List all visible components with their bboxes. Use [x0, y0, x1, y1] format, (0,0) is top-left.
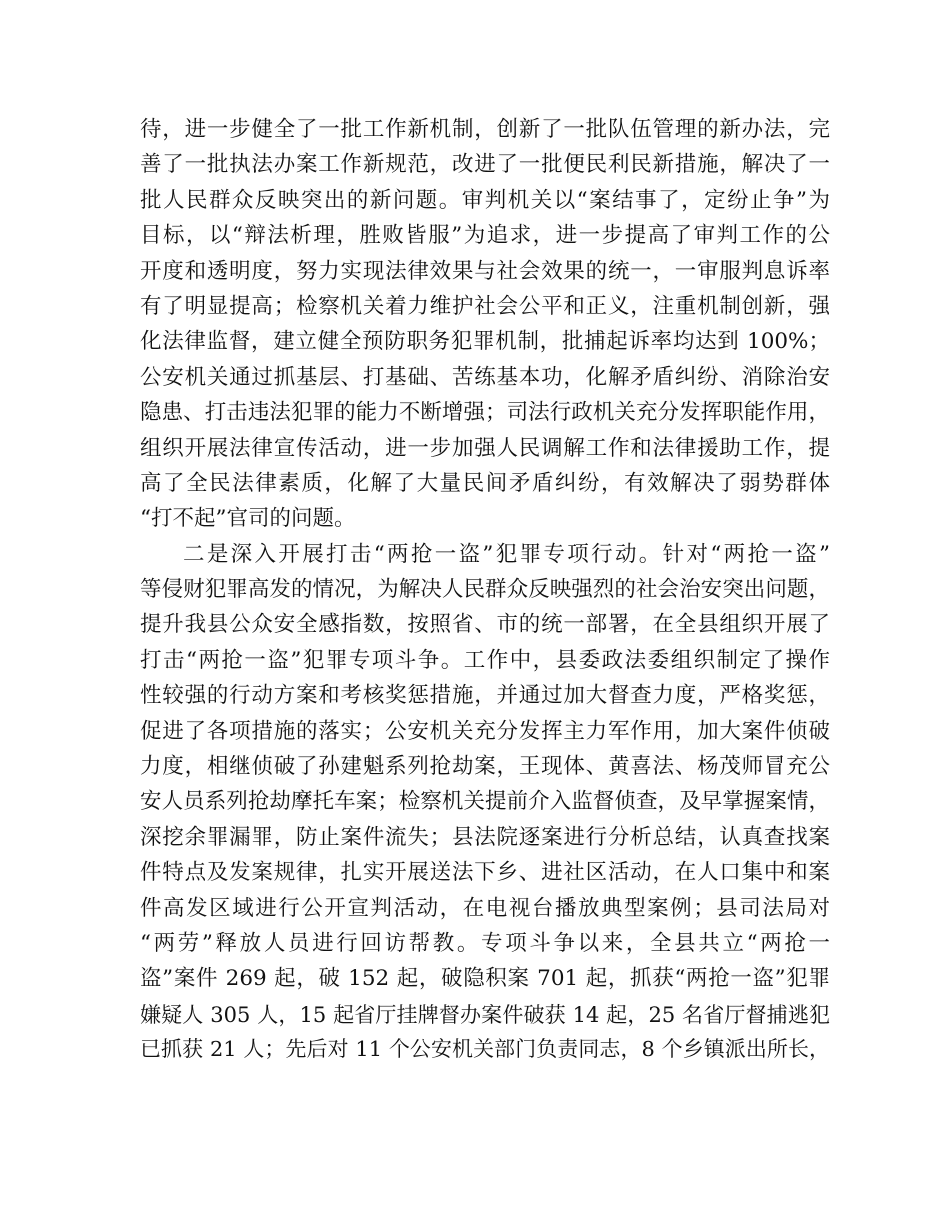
body-text: [140, 112, 830, 1068]
text-line: 化法律监督，建立健全预防职务犯罪机制，批捕起诉率均达到 100%；: [140, 329, 830, 355]
text-line: 开度和透明度，努力实现法律效果与社会效果的统一，一审服判息诉率: [140, 258, 830, 284]
text-line: 批人民群众反映突出的新问题。审判机关以“案结事了，定纷止争”为: [140, 187, 830, 213]
text-line: 嫌疑人 305 人，15 起省厅挂牌督办案件破获 14 起，25 名省厅督捕逃犯: [140, 1001, 830, 1027]
text-line: 公安机关通过抓基层、打基础、苦练基本功，化解矛盾纠纷、消除治安: [140, 364, 830, 390]
text-line: 待，进一步健全了一批工作新机制，创新了一批队伍管理的新办法，完: [140, 117, 830, 142]
text-line: 有了明显提高；检察机关着力维护社会公平和正义，注重机制创新，强: [140, 293, 830, 319]
text-line: 力度，相继侦破了孙建魁系列抢劫案，王现体、黄喜法、杨茂师冒充公: [140, 754, 830, 780]
text-line: 已抓获 21 人；先后对 11 个公安机关部门负责同志，8 个乡镇派出所长，: [140, 1037, 830, 1062]
text-line: 等侵财犯罪高发的情况，为解决人民群众反映强烈的社会治安突出问题，: [140, 577, 830, 603]
text-line: 组织开展法律宣传活动，进一步加强人民调解工作和法律援助工作，提: [140, 435, 830, 461]
text-line: 性较强的行动方案和考核奖惩措施，并通过加大督查力度，严格奖惩，: [140, 683, 830, 709]
text-line: 打击“两抢一盗”犯罪专项斗争。工作中，县委政法委组织制定了操作: [140, 647, 830, 673]
text-line: 件高发区域进行公开宣判活动，在电视台播放典型案例；县司法局对: [140, 895, 830, 921]
text-line: 隐患、打击违法犯罪的能力不断增强；司法行政机关充分发挥职能作用，: [140, 400, 830, 426]
text-line: “打不起”官司的问题。: [140, 506, 356, 532]
text-line: 目标，以“辩法析理，胜败皆服”为追求，进一步提高了审判工作的公: [140, 223, 830, 249]
text-line: 盗”案件 269 起，破 152 起，破隐积案 701 起，抓获“两抢一盗”犯罪: [140, 966, 830, 992]
text-line: 促进了各项措施的落实；公安机关充分发挥主力军作用，加大案件侦破: [140, 718, 830, 744]
text-line: 件特点及发案规律，扎实开展送法下乡、进社区活动，在人口集中和案: [140, 860, 830, 886]
text-line: 提升我县公众安全感指数，按照省、市的统一部署，在全县组织开展了: [140, 612, 830, 638]
paragraph-first-line: 二是深入开展打击“两抢一盗”犯罪专项行动。针对“两抢一盗”: [183, 541, 830, 567]
text-line: 高了全民法律素质，化解了大量民间矛盾纠纷，有效解决了弱势群体: [140, 470, 830, 496]
text-line: “两劳”释放人员进行回访帮教。专项斗争以来，全县共立“两抢一: [140, 930, 830, 956]
text-line: 深挖余罪漏罪，防止案件流失；县法院逐案进行分析总结，认真查找案: [140, 824, 830, 850]
text-line: 安人员系列抢劫摩托车案；检察机关提前介入监督侦查，及早掌握案情，: [140, 789, 830, 815]
text-line: 善了一批执法办案工作新规范，改进了一批便民利民新措施，解决了一: [140, 152, 830, 178]
